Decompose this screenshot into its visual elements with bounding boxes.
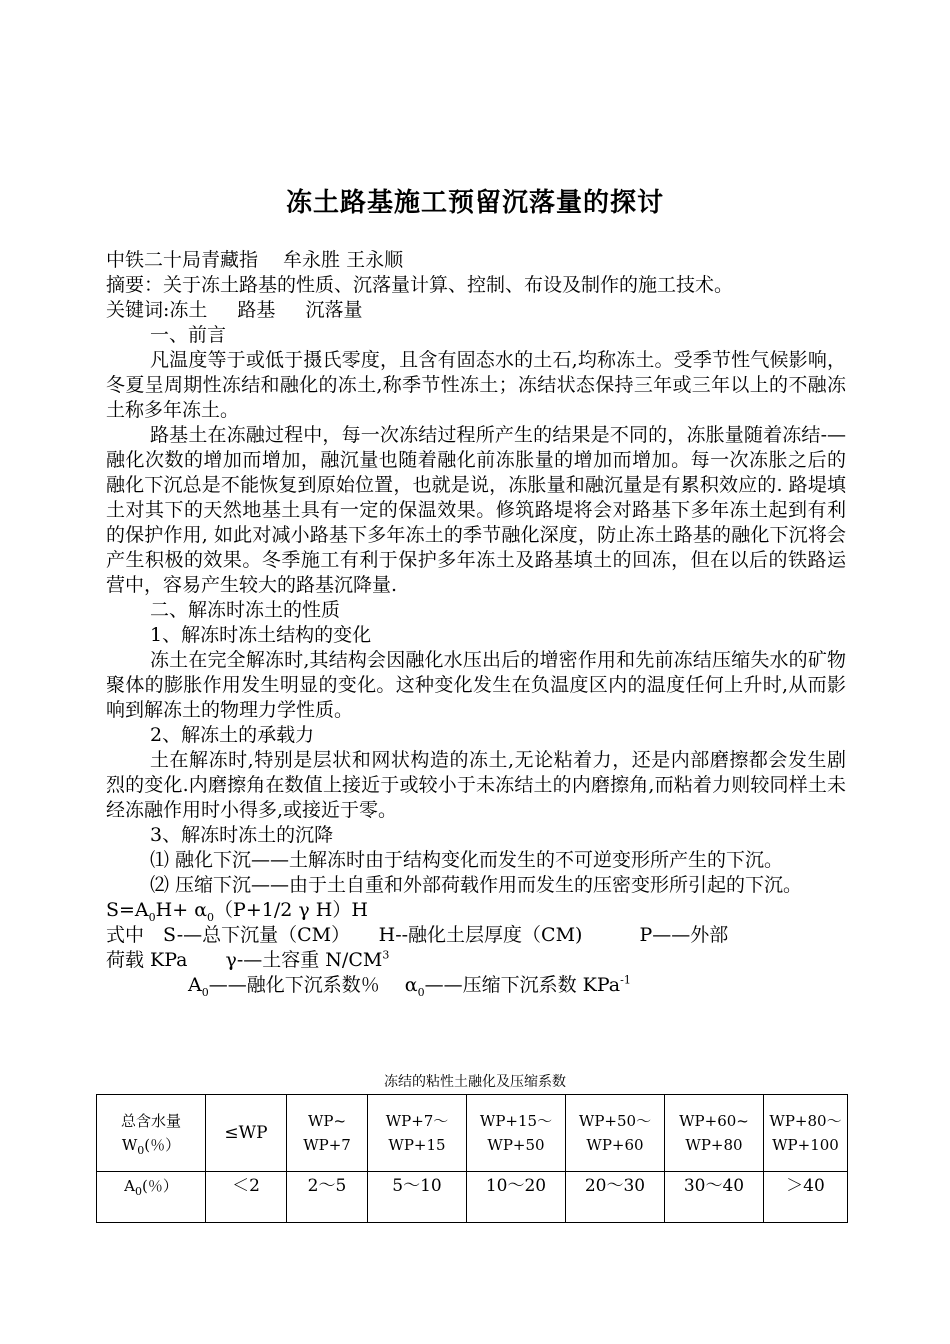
keyword-item: 路基 — [237, 299, 276, 321]
table-header-cell: WP~ WP+7 — [287, 1095, 368, 1172]
table-row-label: $A_0$(％） — [97, 1172, 206, 1223]
subsection-heading: 3、解冻时冻土的沉降 — [150, 824, 334, 846]
paragraph: ⑴ 融化下沉——土解冻时由于结构变化而发生的不可逆变形所产生的下沉。 — [150, 849, 784, 871]
document-body — [106, 248, 846, 998]
table-cell: ＜2 — [206, 1172, 287, 1223]
authors-line: 中铁二十局青藏指 牟永胜 王永顺 — [106, 249, 404, 271]
keywords-line — [106, 298, 846, 323]
table-header-cell: WP+50～ WP+60 — [566, 1095, 665, 1172]
keyword-item: 沉落量 — [305, 299, 363, 321]
symbol-definitions-1: 式中 S-—总下沉量（CM） H--融化土层厚度（CM) P——外部 — [106, 924, 729, 946]
table-cell: ＞40 — [764, 1172, 848, 1223]
paragraph: ⑵ 压缩下沉——由于土自重和外部荷载作用而发生的压密变形所引起的下沉。 — [150, 874, 803, 896]
table-cell: 20～30 — [566, 1172, 665, 1223]
table-cell: 5～10 — [368, 1172, 467, 1223]
settlement-formula: $S=A_0H+ \alpha_0(P+1/2$ γ H）H — [106, 899, 368, 924]
table-header-cell: ≤WP — [206, 1095, 287, 1172]
table-cell: 10～20 — [467, 1172, 566, 1223]
table-header-cell: WP+15～ WP+50 — [467, 1095, 566, 1172]
section-heading: 二、解冻时冻土的性质 — [150, 599, 341, 621]
symbol-definitions-2: 荷载 KPa γ-—土容重 $N/CM^3$ — [106, 948, 390, 971]
keywords-label: 关键词: — [106, 299, 170, 321]
table-row — [97, 1172, 848, 1223]
section-heading: 一、前言 — [150, 324, 227, 346]
table-cell: 2～5 — [287, 1172, 368, 1223]
table-header-row — [97, 1095, 848, 1172]
table-header-cell: WP+80～ WP+100 — [764, 1095, 848, 1172]
paragraph: 土在解冻时,特别是层状和网状构造的冻土,无论粘着力，还是内部磨擦都会发生剧烈的变化.内磨擦角在数值上接近于或较小于未冻结土的内磨擦角,而粘着力则较同样土未经冻融作用时小得多,或接近于零。 — [106, 749, 846, 821]
table-header-cell: WP+7～ WP+15 — [368, 1095, 467, 1172]
paragraph: 凡温度等于或低于摄氏零度，且含有固态水的土石,均称冻土。受季节性气候影响，冬夏呈周期性冻结和融化的冻土,称季节性冻土；冻结状态保持三年或三年以上的不融冻土称多年冻土。 — [106, 349, 846, 421]
symbol-definitions-3: $A_0——$融化下沉系数％ $\alpha_0——$压缩下沉系数 KPa$^{-1}$ — [188, 973, 631, 999]
paragraph: 冻土在完全解冻时,其结构会因融化水压出后的增密作用和先前冻结压缩失水的矿物聚体的膨胀作用发生明显的变化。这种变化发生在负温度区内的温度任何上升时,从而影响到解冻土的物理力学性质。 — [106, 649, 846, 721]
table-caption: 冻结的粘性土融化及压缩系数 — [384, 1074, 566, 1090]
abstract: 摘要：关于冻土路基的性质、沉落量计算、控制、布设及制作的施工技术。 — [106, 274, 734, 296]
subsection-heading: 2、解冻土的承载力 — [150, 724, 315, 746]
paragraph: 路基土在冻融过程中，每一次冻结过程所产生的结果是不同的，冻胀量随着冻结-— 融化次数的增加而增加，融沉量也随着融化前冻胀量的增加而增加。每一次冻胀之后的融化下沉总是不能恢复到原始位置，也就是说，冻胀量和融沉量是有累积效应的. 路堤填土对其下的天然地基土具有一定的保温效果。修筑路堤将会对路基下多年冻土起到有利的保护作用, 如此对减小路基下多年冻土的季节融化深度，防止冻土路基的融化下沉将会产生积极的效果。冬季施工有利于保护多年冻土及路基填土的回冻，但在以后的铁路运营中，容易产生较大的路基沉降量. — [106, 424, 846, 596]
subsection-heading: 1、解冻时冻土结构的变化 — [150, 624, 372, 646]
table-cell: 30～40 — [665, 1172, 764, 1223]
coefficient-table — [96, 1094, 848, 1223]
table-header-cell: WP+60~ WP+80 — [665, 1095, 764, 1172]
keyword-item: 冻土 — [169, 299, 208, 321]
table-header-cell: 总含水量 $W_0$(％） — [97, 1095, 206, 1172]
document-title: 冻土路基施工预留沉落量的探讨 — [285, 188, 664, 218]
